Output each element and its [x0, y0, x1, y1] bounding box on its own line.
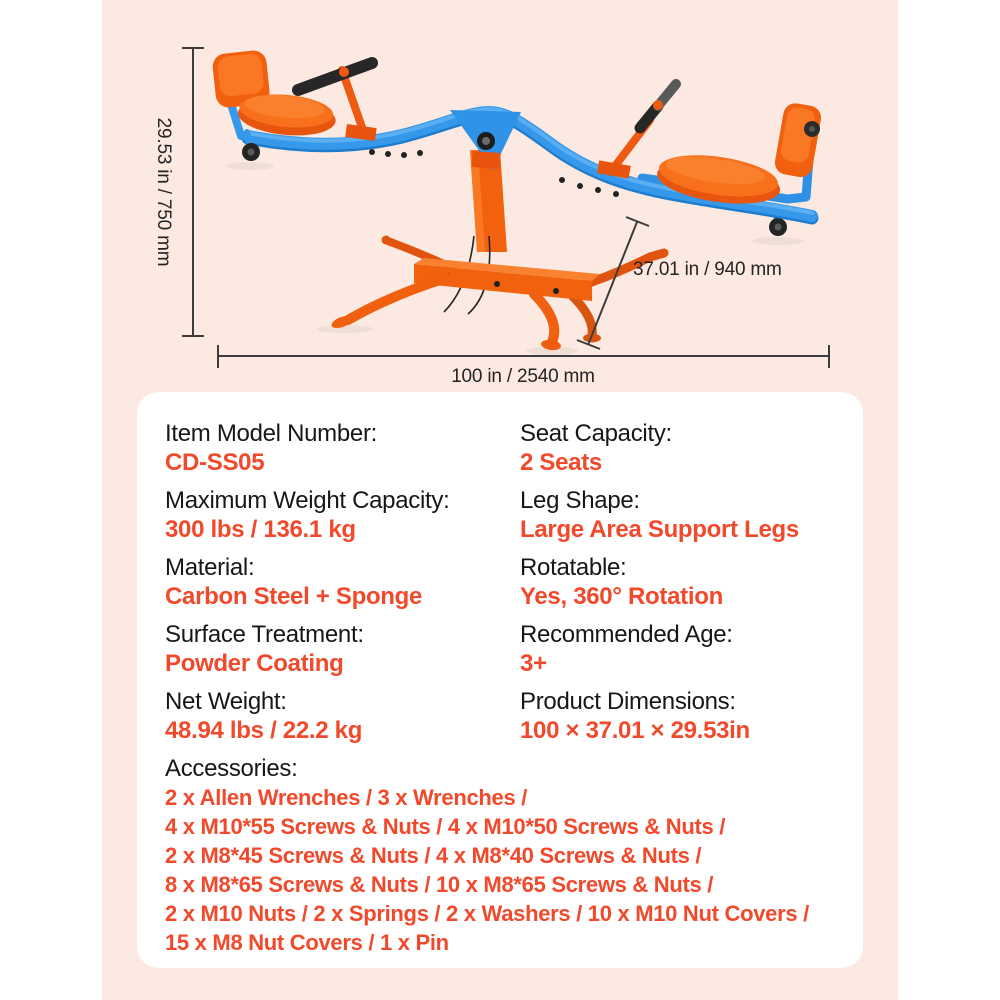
accessories-line: 2 x M8*45 Screws & Nuts / 4 x M8*40 Screws & Nuts / — [165, 843, 702, 868]
spec-item-surface-treatment — [165, 620, 520, 678]
right-backrest — [773, 101, 823, 179]
spec-item-material — [165, 553, 520, 611]
spec-value: 300 lbs / 136.1 kg — [165, 516, 356, 543]
spec-label: Recommended Age: — [520, 621, 733, 648]
spec-column-right — [520, 419, 835, 754]
spec-value: CD-SS05 — [165, 449, 265, 476]
spec-value: Large Area Support Legs — [520, 516, 799, 543]
spec-value: Carbon Steel + Sponge — [165, 583, 423, 610]
spec-value: 48.94 lbs / 22.2 kg — [165, 717, 363, 744]
spec-item-weight-capacity — [165, 486, 520, 544]
accessories-line: 2 x Allen Wrenches / 3 x Wrenches / — [165, 785, 528, 810]
spec-label: Material: — [165, 554, 255, 581]
spec-card — [137, 392, 863, 968]
spec-item-leg-shape — [520, 486, 835, 544]
spec-item-rotatable — [520, 553, 835, 611]
spec-label: Rotatable: — [520, 554, 627, 581]
accessories-line: 2 x M10 Nuts / 2 x Springs / 2 x Washers / 10 x M10 Nut Covers / — [165, 901, 809, 926]
spec-label: Net Weight: — [165, 688, 287, 715]
spec-value: 2 Seats — [520, 449, 602, 476]
dimension-height-label: 29.53 in / 750 mm — [153, 117, 174, 267]
spec-value: 100 × 37.01 × 29.53in — [520, 717, 750, 744]
spec-label: Maximum Weight Capacity: — [165, 487, 450, 514]
spec-columns — [165, 419, 835, 754]
accessories-line: 15 x M8 Nut Covers / 1 x Pin — [165, 930, 449, 955]
spec-label: Surface Treatment: — [165, 621, 364, 648]
spec-item-seat-capacity — [520, 419, 835, 477]
spec-value: Yes, 360° Rotation — [520, 583, 723, 610]
accessories-line: 8 x M8*65 Screws & Nuts / 10 x M8*65 Screws & Nuts / — [165, 872, 714, 897]
spec-value: Powder Coating — [165, 650, 344, 677]
spec-item-accessories — [165, 754, 835, 957]
spec-label: Seat Capacity: — [520, 420, 672, 447]
spec-value: 3+ — [520, 650, 547, 677]
spec-item-model-number — [165, 419, 520, 477]
accessories-line: 4 x M10*55 Screws & Nuts / 4 x M10*50 Screws & Nuts / — [165, 814, 726, 839]
spec-column-left — [165, 419, 520, 754]
seesaw-illustration — [0, 0, 1000, 390]
spec-item-net-weight — [165, 687, 520, 745]
spec-label: Leg Shape: — [520, 487, 640, 514]
dimension-length-label: 100 in / 2540 mm — [451, 366, 595, 387]
spec-item-product-dimensions — [520, 687, 835, 745]
spec-label: Item Model Number: — [165, 420, 378, 447]
seesaw-pivot — [450, 110, 521, 170]
dimension-diagonal-label: 37.01 in / 940 mm — [633, 259, 782, 280]
accessories-label: Accessories: — [165, 755, 298, 782]
spec-label: Product Dimensions: — [520, 688, 736, 715]
spec-item-recommended-age — [520, 620, 835, 678]
